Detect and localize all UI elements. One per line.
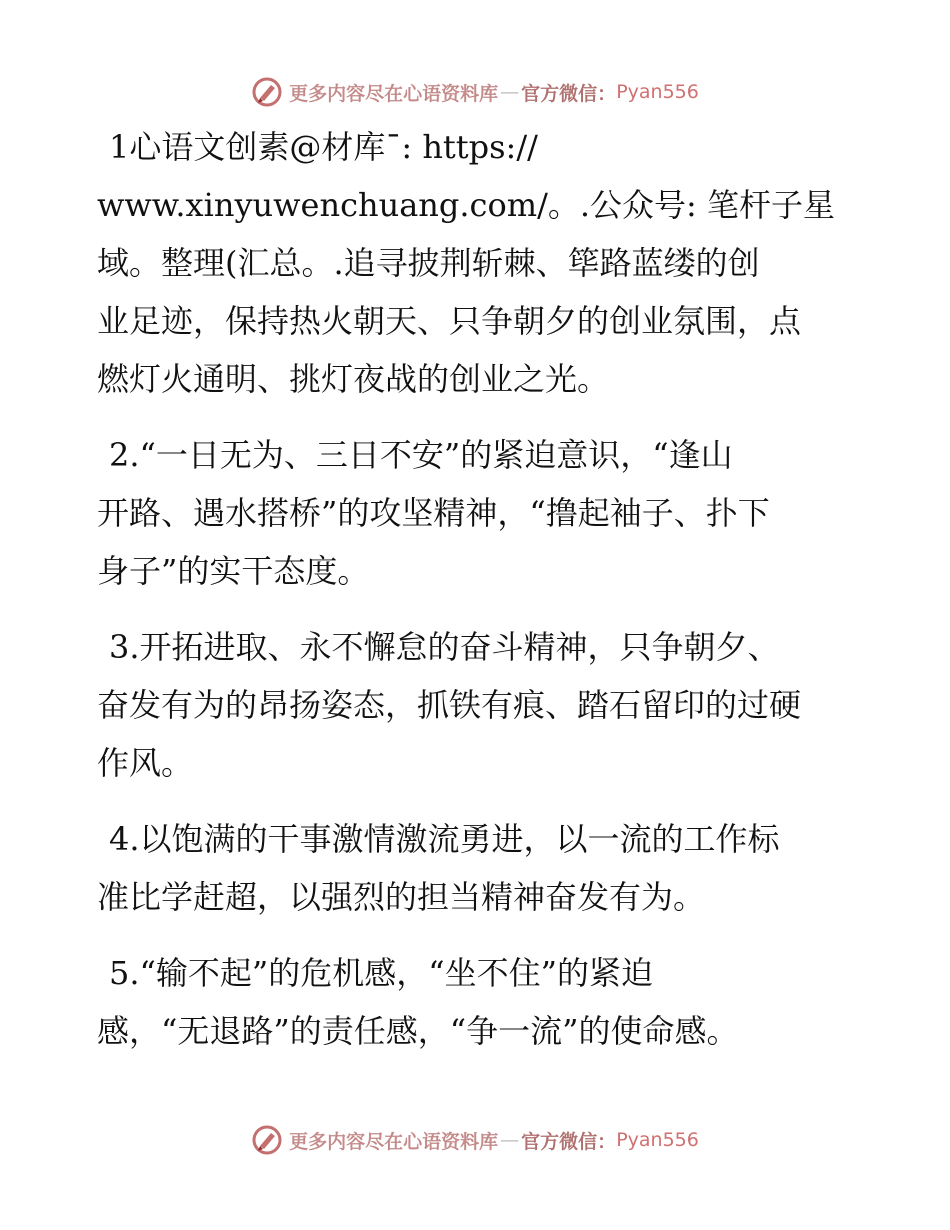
text-line: 2.“一日无为、三日不安”的紧迫意识，“逢山	[109, 436, 733, 474]
banner-wechat-label: 官方微信：	[521, 82, 617, 105]
banner-title: 更多内容尽在心语资料库	[289, 82, 499, 105]
document-body	[97, 118, 857, 1078]
text-line: 感，“无退路”的责任感，“争一流”的使命感。	[97, 1012, 739, 1050]
banner-dash: —	[500, 1129, 520, 1151]
paragraph-2	[97, 426, 857, 600]
paragraph-1	[97, 118, 857, 408]
text-line: 1心语文创素@材库¯: https://	[109, 128, 538, 166]
text-line: www.xinyuwenchuang.com/。.公众号: 笔杆子星	[97, 186, 835, 224]
text-line: 奋发有为的昂扬姿态，抓铁有痕、踏石留印的过硬	[97, 686, 802, 724]
footer-banner	[0, 1120, 950, 1160]
pen-logo-icon	[251, 76, 283, 108]
text-line: 4.以饱满的干事激情激流勇进，以一流的工作标	[109, 820, 780, 858]
banner-wechat-id: Pyan556	[616, 1129, 699, 1151]
banner-wechat-label: 官方微信：	[521, 1130, 617, 1153]
paragraph-3	[97, 618, 857, 792]
text-line: 开路、遇水搭桥”的攻坚精神，“撸起袖子、扑下	[97, 494, 770, 532]
text-line: 燃灯火通明、挑灯夜战的创业之光。	[97, 360, 610, 398]
text-line: 身子”的实干态度。	[97, 552, 370, 590]
text-line: 业足迹，保持热火朝天、只争朝夕的创业氛围，点	[97, 302, 802, 340]
paragraph-4	[97, 810, 857, 926]
text-line: 准比学赶超，以强烈的担当精神奋发有为。	[97, 878, 706, 916]
text-line: 3.开拓进取、永不懈怠的奋斗精神，只争朝夕、	[109, 628, 780, 666]
text-line: 5.“输不起”的危机感，“坐不住”的紧迫	[109, 954, 653, 992]
pen-logo-icon	[251, 1124, 283, 1156]
banner-wechat-id: Pyan556	[616, 81, 699, 103]
banner-title: 更多内容尽在心语资料库	[289, 1130, 499, 1153]
header-banner	[0, 72, 950, 112]
text-line: 域。整理(汇总。.追寻披荆斩棘、筚路蓝缕的创	[97, 244, 760, 282]
banner-dash: —	[500, 81, 520, 103]
text-line: 作风。	[97, 744, 194, 782]
paragraph-5	[97, 944, 857, 1060]
